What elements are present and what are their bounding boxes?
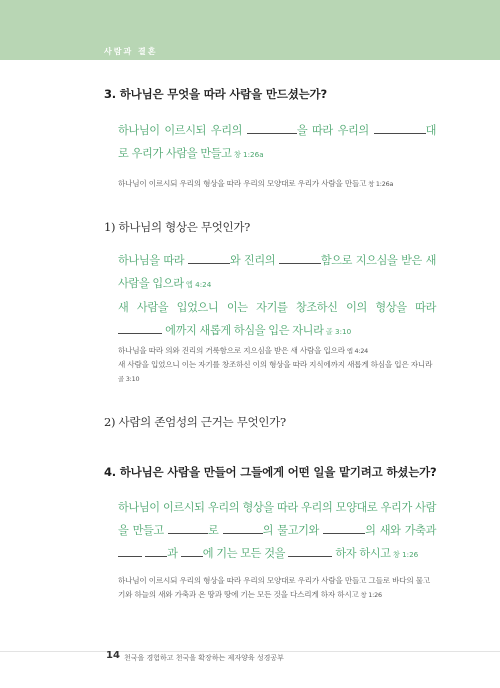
- fill-text: 함으로 지으심을 받은 새 사람을 입으라: [118, 254, 436, 290]
- section-title: 사람과 결혼: [104, 47, 158, 56]
- answer-blank[interactable]: [223, 522, 263, 534]
- scripture-ref: 골 3:10: [323, 327, 352, 336]
- scripture-ref: 엡 4:24: [183, 280, 212, 289]
- scripture-ref: 창 1:26: [390, 550, 419, 559]
- answer-blank[interactable]: [279, 252, 321, 264]
- sub-question-1-fill-text: [118, 249, 436, 343]
- answer-text: 하나님이 이르시되 우리의 형상을 따라 우리의 모양대로 우리가 사람을 만들고 그들로 바다의 물고기와 하늘의 새와 가축과 온 땅과 땅에 기는 모든 것을 다스리게 하자 하시고: [118, 576, 430, 599]
- scripture-ref: 창 1:26: [358, 591, 382, 599]
- sub-question-2-title: 2) 사람의 존엄성의 근거는 무엇인가?: [104, 415, 286, 429]
- fill-text: 하나님을 따라: [118, 254, 188, 267]
- question-3-title: 3. 하나님은 무엇을 따라 사람을 만드셨는가?: [104, 87, 327, 101]
- scripture-ref: 창 1:26a: [231, 150, 264, 159]
- question-4-answer: [118, 574, 436, 602]
- answer-blank[interactable]: [118, 322, 162, 334]
- fill-text: 에까지 새롭게 하심을 입은 자니라: [162, 324, 324, 337]
- answer-blank[interactable]: [323, 522, 365, 534]
- answer-blank[interactable]: [145, 545, 167, 557]
- fill-text: 하자 하시고: [332, 547, 391, 560]
- fill-text: 새 사람을 입었으니 이는 자기를 창조하신 이의 형상을 따라: [118, 301, 436, 314]
- header-bar: [0, 0, 500, 60]
- sub-question-1-title: 1) 하나님의 형상은 무엇인가?: [104, 220, 251, 234]
- question-3-fill-text: [118, 119, 436, 166]
- answer-blank[interactable]: [247, 122, 297, 134]
- fill-text: 하나님이 이르시되 우리의: [118, 124, 247, 137]
- footer-divider: [0, 651, 500, 652]
- scripture-ref: 엡 4:24: [344, 347, 369, 355]
- answer-text: 새 사람을 입었으니 이는 자기를 창조하신 이의 형상을 따라 지식에까지 새롭게 하심을 입은 자니라: [118, 360, 433, 369]
- answer-text: 하나님을 따라 의와 진리의 거룩함으로 지으심을 받은 새 사람을 입으라: [118, 346, 345, 355]
- scripture-ref: 골 3:10: [118, 375, 140, 383]
- fill-text: 와 진리의: [229, 254, 279, 267]
- fill-text: 의 물고기와: [262, 524, 324, 537]
- scripture-ref: 창 1:26a: [366, 180, 394, 188]
- question-4-fill-text: [118, 496, 436, 566]
- fill-text: 을 따라 우리의: [296, 124, 374, 137]
- answer-blank[interactable]: [288, 545, 332, 557]
- fill-text: 대로 우리가 사람을 만들고: [118, 124, 436, 160]
- answer-blank[interactable]: [181, 545, 203, 557]
- fill-text: 의 새와 가축과: [365, 524, 436, 537]
- fill-text: 과: [167, 547, 181, 560]
- fill-text: 하나님이 이르시되 우리의 형상을 따라 우리의 모양대로 우리가 사람을 만들고: [118, 501, 436, 537]
- page-number: 14: [106, 650, 120, 661]
- fill-text: 로: [208, 524, 223, 537]
- answer-blank[interactable]: [188, 252, 230, 264]
- question-3-answer: [118, 177, 436, 191]
- answer-blank[interactable]: [374, 122, 426, 134]
- fill-text: 에 기는 모든 것을: [202, 547, 289, 560]
- answer-blank[interactable]: [168, 522, 208, 534]
- answer-text: 하나님이 이르시되 우리의 형상을 따라 우리의 모양대로 우리가 사람을 만들고: [118, 179, 367, 188]
- footer-text: 천국을 경험하고 천국을 확장하는 제자양육 성경공부: [124, 654, 284, 662]
- sub-question-1-answer: [118, 344, 436, 386]
- question-4-title: 4. 하나님은 사람을 만들어 그들에게 어떤 일을 맡기려고 하셨는가?: [104, 465, 437, 479]
- answer-blank[interactable]: [118, 545, 142, 557]
